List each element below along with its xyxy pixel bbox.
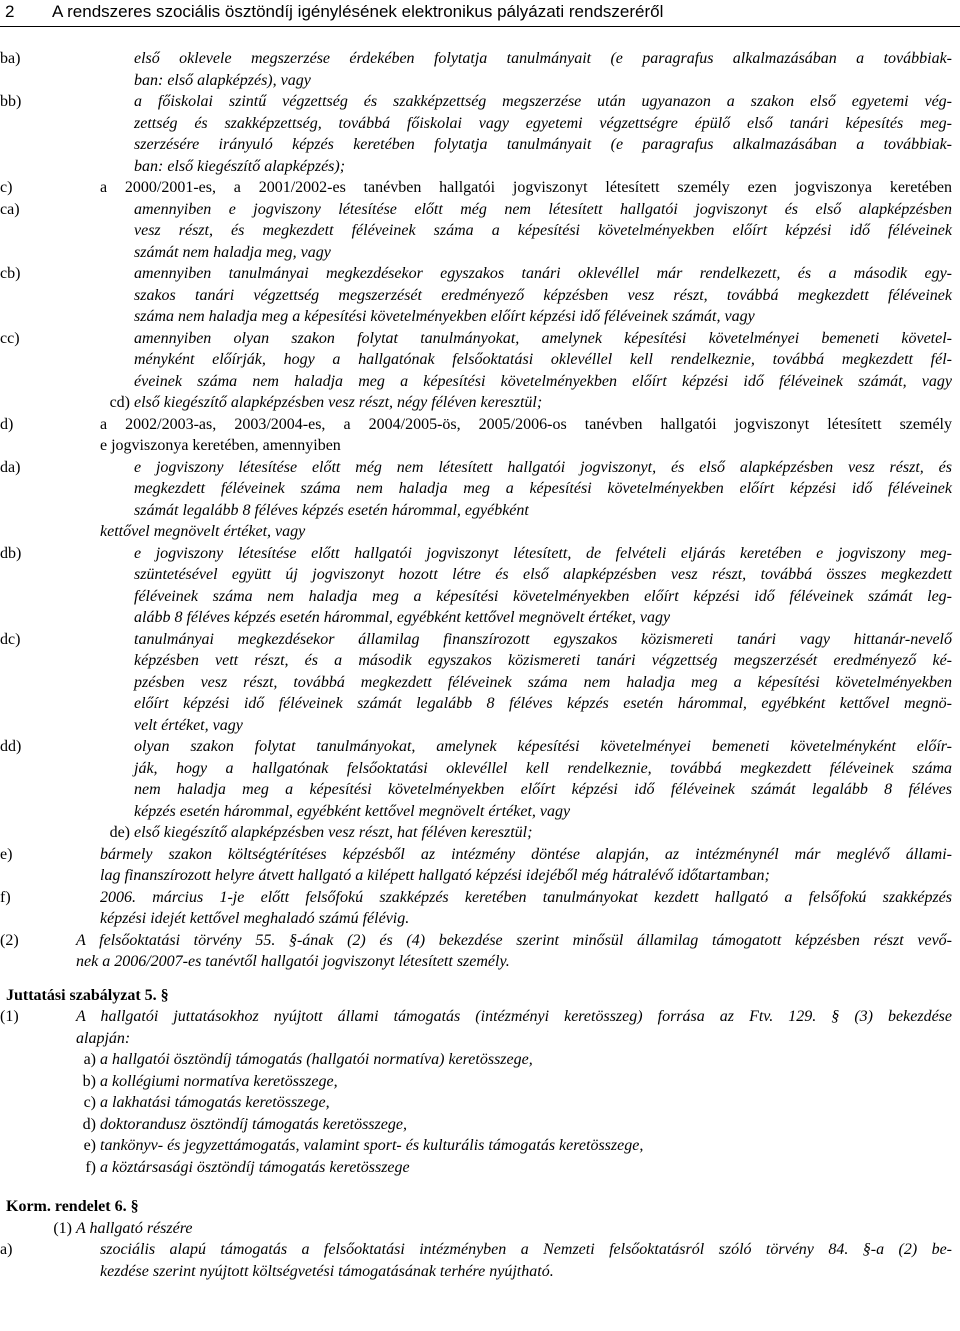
line-text: a kollégiumi normatíva keretösszege, <box>100 1072 338 1090</box>
line-text: amennyiben olyan szakon folytat tanulmányokat, amelynek képesítési követelményei bemeneti követel- <box>134 329 952 347</box>
line-text: előírt képzési idő féléveinek számát legalább 8 féléves képzés esetén hárommal, egyébként kettővel megnö- <box>134 695 952 712</box>
item-label: d) <box>0 415 14 433</box>
item-label: d) <box>82 1115 96 1133</box>
paragraph-line <box>0 543 960 565</box>
list-item <box>0 1261 960 1283</box>
paragraph-line <box>0 134 960 156</box>
line-text: megkezdett féléveinek száma nem haladja meg a képesítési követelményekben előírt képzési idő féléveinek <box>134 480 952 497</box>
paragraph-line <box>0 457 960 479</box>
line-text: e jogviszony létesítése előtt még nem létesített hallgatói jogviszonyt, és első alapképzésben vesz részt, és <box>134 458 952 476</box>
header-title: A rendszeres szociális ösztöndíj igénylésének elektronikus pályázati rendszeréről <box>52 2 664 21</box>
paragraph-line <box>0 392 960 414</box>
item-label: (2) <box>0 931 19 949</box>
line-text: számát legalább 8 féléves képzés esetén hárommal, egyébként <box>134 501 529 519</box>
line-text: szociális alapú támogatás a felsőoktatási intézményben a Nemzeti felsőoktatásról szóló törvény 84. §-a (2) be- <box>100 1241 952 1258</box>
paragraph-line <box>0 586 960 608</box>
line-text: kezdése szerint nyújtott költségvetési támogatásának terhére nyújtható. <box>100 1262 554 1280</box>
paragraph-line <box>0 177 960 199</box>
line-text: a hallgatói ösztöndíj támogatás (hallgatói normatíva) keretösszege, <box>100 1051 533 1068</box>
item-label: bb) <box>0 93 22 110</box>
paragraph-line <box>0 758 960 780</box>
list-item <box>0 1114 960 1136</box>
item-label: db) <box>0 544 22 562</box>
page-number: 2 <box>5 2 15 21</box>
line-text: olyan szakon folytat tanulmányokat, amelynek képesítési követelményei bemeneti követelményként előír- <box>134 738 952 755</box>
line-text: e jogviszonya keretében, amennyiben <box>100 437 341 454</box>
list-item <box>0 1157 960 1179</box>
item-label: dc) <box>0 630 21 648</box>
list-item <box>0 1239 960 1261</box>
list-item <box>0 1071 960 1093</box>
line-text: első kiegészítő alapképzésben vesz részt, hat féléven keresztül; <box>134 824 533 841</box>
item-label: dd) <box>0 738 22 755</box>
line-text: éveinek száma nem haladja meg a képesítési követelményekben előírt képzési idő féléveinek számát, vagy <box>134 372 952 390</box>
line-text: képzési idejét kettővel meghaladó számú félévig. <box>100 910 410 927</box>
item-label: cb) <box>0 265 21 282</box>
paragraph-line <box>0 1028 960 1050</box>
line-text: e jogviszony létesítése előtt hallgatói jogviszonyt létesített, de felvételi eljárás keretében e jogviszony meg- <box>134 544 952 562</box>
line-text: amennyiben tanulmányai megkezdésekor egyszakos tanári oklevéllel már rendelkezett, és a második egy- <box>134 265 952 282</box>
paragraph-line <box>0 736 960 758</box>
section-heading: Korm. rendelet 6. § <box>6 1198 139 1215</box>
document-body <box>0 48 960 1282</box>
item-label: a) <box>0 1241 13 1258</box>
line-text: képzés esetén hárommal, egyébként kettővel megnövelt értéket, vagy <box>134 802 571 820</box>
paragraph-line <box>0 672 960 694</box>
paragraph-line <box>0 263 960 285</box>
paragraph-line <box>0 113 960 135</box>
spacer <box>0 1178 960 1196</box>
item-label: (1) <box>0 1008 19 1025</box>
paragraph-line <box>0 908 960 930</box>
paragraph-line <box>0 887 960 909</box>
line-text: ban: első kiegészítő alapképzés); <box>134 157 346 175</box>
paragraph-line <box>0 951 960 973</box>
paragraph-line <box>0 414 960 436</box>
line-text: A hallgató részére <box>76 1219 193 1237</box>
line-text: bármely szakon költségtérítéses képzésből az intézmény döntése alapján, az intézménynél már meglévő állami- <box>100 845 952 863</box>
line-text: alapján: <box>76 1029 131 1047</box>
paragraph-line <box>0 930 960 952</box>
line-text: velt értéket, vagy <box>134 716 243 734</box>
line-text: vesz részt, és megkezdett féléveinek száma a képesítési követelményekben előírt képzési idő féléveinek <box>134 222 952 239</box>
paragraph-line <box>0 500 960 522</box>
item-label: c) <box>83 1094 96 1111</box>
paragraph-line <box>0 199 960 221</box>
line-text: nem haladja meg a képesítési követelményekben előírt képzési idő féléveinek számát legalább 8 féléves <box>134 781 952 798</box>
item-label: cc) <box>0 329 20 347</box>
paragraph-line <box>0 285 960 307</box>
paragraph-line <box>0 349 960 371</box>
line-text: ják, hogy a hallgatónak felsőoktatási oklevéllel kell rendelkeznie, továbbá megkezdett féléveinek száma <box>134 759 952 777</box>
item-label: c) <box>0 179 13 196</box>
paragraph-line <box>0 478 960 500</box>
line-text: szerzésére irányuló képzés keretében folytatja tanulmányait (e paragrafus alkalmazásában a továbbiak- <box>134 136 952 153</box>
line-text: féléveinek száma nem haladja meg a képesítési követelményekben előírt képzési idő féléveinek számát leg- <box>134 587 952 605</box>
paragraph-line <box>0 70 960 92</box>
paragraph-line <box>0 156 960 178</box>
line-text: ban: első alapképzés), vagy <box>134 71 311 89</box>
line-text: a lakhatási támogatás keretösszege, <box>100 1094 330 1111</box>
paragraph-line <box>0 715 960 737</box>
list-item <box>0 1092 960 1114</box>
line-text: első kiegészítő alapképzésben vesz részt, négy féléven keresztül; <box>134 394 543 411</box>
item-label: f) <box>85 1158 96 1176</box>
line-text: zettség és szakképzettség, továbbá főiskolai vagy egyetemi végzettségre épülő első tanári képesítés meg- <box>134 114 952 132</box>
item-label: b) <box>82 1072 96 1090</box>
paragraph-line <box>0 521 960 543</box>
item-label: (1) <box>53 1219 72 1237</box>
line-text: a 2002/2003-as, 2003/2004-es, a 2004/2005-ös, 2005/2006-os tanévben hallgatói jogviszonyt létesített személy <box>100 415 952 433</box>
paragraph-line <box>0 865 960 887</box>
page-header <box>0 0 960 27</box>
section-heading: Juttatási szabályzat 5. § <box>6 986 169 1004</box>
line-text: tankönyv- és jegyzettámogatás, valamint sport- és kulturális támogatás keretösszege, <box>100 1137 644 1154</box>
line-text: a 2000/2001-es, a 2001/2002-es tanévben hallgatói jogviszonyt létesített személy ezen jogviszonya keretében <box>100 179 952 196</box>
line-text: szüntetésével együtt új jogviszonyt hozott létre és első alapképzésben vesz részt, továbbá összes megkezdett <box>134 566 952 583</box>
paragraph-line <box>0 371 960 393</box>
line-text: kettővel megnövelt értéket, vagy <box>100 523 306 540</box>
paragraph-line <box>0 1218 960 1240</box>
line-text: nek a 2006/2007-es tanévtől hallgatói jogviszonyt létesített személy. <box>76 953 510 970</box>
paragraph-line <box>0 220 960 242</box>
paragraph-line <box>0 48 960 70</box>
item-label: de) <box>109 824 130 841</box>
line-text: alább 8 féléves képzés esetén hárommal, egyébként kettővel megnövelt értéket, vagy <box>134 609 671 626</box>
item-label: e) <box>83 1137 96 1154</box>
line-text: A hallgatói juttatásokhoz nyújtott állami támogatás (intézményi keretösszeg) forrása az Ftv. 129. § (3) bekezdése <box>76 1008 952 1025</box>
line-text: tanulmányai megkezdésekor államilag finanszírozott egyszakos közismereti tanári vagy hittanár-nevelő <box>134 630 952 648</box>
paragraph-line <box>0 1006 960 1028</box>
line-text: A felsőoktatási törvény 55. §-ának (2) és (4) bekezdése szerint minősül államilag támogatott képzésben részt vevő- <box>76 931 952 949</box>
line-text: első oklevele megszerzése érdekében folytatja tanulmányait (e paragrafus alkalmazásában a továbbiak- <box>134 50 952 67</box>
item-label: da) <box>0 458 21 476</box>
paragraph-line <box>0 607 960 629</box>
line-text: pzésben vesz részt, továbbá megkezdett féléveinek száma nem haladja meg a képesítési követelményekben <box>134 673 952 691</box>
paragraph-line <box>0 435 960 457</box>
paragraph-line <box>0 306 960 328</box>
item-label: e) <box>0 845 13 863</box>
paragraph-line <box>0 693 960 715</box>
item-label: ca) <box>0 200 20 218</box>
line-text: 2006. március 1-je előtt felsőfokú szakképzés keretében tanulmányokat kezdett hallgató a felsőfokú szakképzés <box>100 888 952 906</box>
paragraph-line <box>0 328 960 350</box>
paragraph-line <box>0 801 960 823</box>
paragraph-line <box>0 564 960 586</box>
item-label: f) <box>0 888 11 906</box>
list-item <box>0 1049 960 1071</box>
list-item <box>0 1135 960 1157</box>
line-text: ményként előírják, hogy a hallgatónak felsőoktatási oklevéllel kell rendelkeznie, továbbá megkezdett fél- <box>134 351 952 368</box>
paragraph-line <box>0 650 960 672</box>
item-label: ba) <box>0 50 21 67</box>
line-text: számát nem haladja meg, vagy <box>134 243 331 261</box>
line-text: amennyiben e jogviszony létesítése előtt még nem létesített hallgatói jogviszonyt és első alapképzésben <box>134 200 952 218</box>
line-text: a köztársasági ösztöndíj támogatás keretösszege <box>100 1158 410 1176</box>
paragraph-line <box>0 629 960 651</box>
item-label: a) <box>83 1051 96 1068</box>
item-label: cd) <box>109 394 130 411</box>
paragraph-line <box>0 779 960 801</box>
paragraph-line <box>0 242 960 264</box>
line-text: doktorandusz ösztöndíj támogatás keretösszege, <box>100 1115 407 1133</box>
line-text: a főiskolai szintű végzettség és szakképzettség megszerzése után ugyanazon a szakon első egyetemi vég- <box>134 93 952 110</box>
line-text: lag finanszírozott helyre átvett hallgató a kilépett hallgató képzési idejéből még hátralévő időtartamban; <box>100 867 770 884</box>
line-text: szakos tanári végzettség megszerzését eredményező képzésben vesz részt, továbbá megkezdett féléveinek <box>134 286 952 304</box>
paragraph-line <box>0 822 960 844</box>
line-text: száma nem haladja meg a képesítési követelményekben előírt képzési idő féléveinek számát, vagy <box>134 308 755 325</box>
paragraph-line <box>0 844 960 866</box>
paragraph-line <box>0 91 960 113</box>
line-text: képzésben vett részt, és a második egyszakos közismereti tanári végzettség megszerzését eredményező ké- <box>134 652 952 669</box>
spacer <box>0 973 960 985</box>
